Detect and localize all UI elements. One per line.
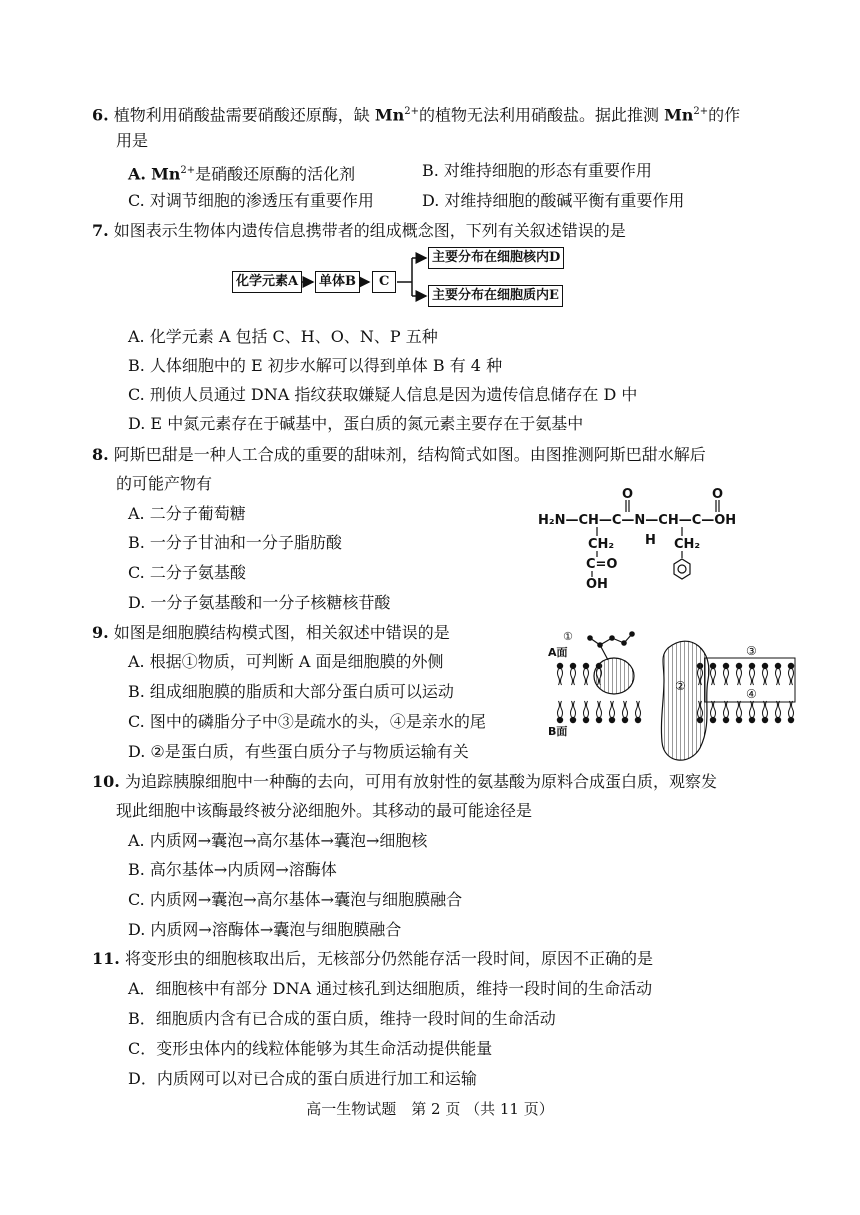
q10-number: 10.	[92, 772, 120, 791]
q10-option-b: B. 高尔基体→内质网→溶酶体	[128, 860, 337, 879]
q9-option-b: B. 组成细胞膜的脂质和大部分蛋白质可以运动	[128, 682, 454, 701]
q6-option-a-text: 是硝酸还原酶的活化剂	[195, 164, 356, 184]
q9-number: 9.	[92, 623, 109, 642]
peripheral-protein	[594, 658, 634, 694]
q6-option-b: B. 对维持细胞的形态有重要作用	[422, 161, 652, 180]
oxygen-top-1: O	[622, 487, 634, 502]
page-footer: 高一生物试题 第 2 页 （共 11 页）	[306, 1100, 554, 1118]
q11-option-a: A．细胞核中有部分 DNA 通过核孔到达细胞质，维持一段时间的生命活动	[128, 979, 653, 998]
q7-option-c: C. 刑侦人员通过 DNA 指纹获取嫌疑人信息是因为遗传信息储存在 D 中	[128, 385, 638, 404]
box-c: C	[372, 271, 396, 293]
q10-stem-line1	[92, 771, 717, 793]
q11-option-d: D．内质网可以对已合成的蛋白质进行加工和运输	[128, 1069, 477, 1088]
q10-stem-line2: 现此细胞中该酶最终被分泌细胞外。其移动的最可能途径是	[116, 801, 533, 820]
q10-option-a: A. 内质网→囊泡→高尔基体→囊泡→细胞核	[128, 831, 428, 850]
q6-option-a-sup: 2+	[180, 165, 196, 176]
q11-stem-text: 将变形虫的细胞核取出后，无核部分仍然能存活一段时间，原因不正确的是	[124, 949, 653, 968]
q6-sup-2: 2+	[693, 106, 709, 117]
q6-text-b: 的植物无法利用硝酸盐。据此推测	[418, 105, 665, 125]
q8-stem-text1: 阿斯巴甜是一种人工合成的重要的甜味剂，结构简式如图。由图推测阿斯巴甜水解后	[113, 445, 706, 464]
side-b-label: B面	[548, 725, 568, 738]
q8-stem-line2: 的可能产物有	[116, 474, 213, 493]
main-chain: H₂N—CH—C—N—CH—C—OH	[538, 513, 737, 528]
q11-number: 11.	[92, 949, 120, 968]
label-4: ④	[746, 687, 757, 701]
q8-option-b: B. 一分子甘油和一分子脂肪酸	[128, 533, 342, 552]
q6-number: 6.	[92, 105, 109, 125]
label-1: ①	[563, 630, 573, 643]
q6-option-a-mn: Mn	[151, 164, 181, 184]
q6-option-c: C. 对调节细胞的渗透压有重要作用	[128, 191, 374, 210]
q11-option-c: C．变形虫体内的线粒体能够为其生命活动提供能量	[128, 1039, 493, 1058]
q11-option-b: B．细胞质内含有已合成的蛋白质，维持一段时间的生命活动	[128, 1009, 556, 1028]
q6-sup-1: 2+	[404, 106, 419, 117]
q8-option-c: C. 二分子氨基酸	[128, 563, 246, 582]
q8-number: 8.	[92, 445, 109, 464]
q6-text-a: 植物利用硝酸盐需要硝酸还原酶，缺	[113, 105, 375, 125]
glycan-chain	[588, 632, 634, 660]
q6-mn-1: Mn	[374, 105, 405, 125]
amide-hydrogen: H	[645, 533, 656, 548]
oxygen-top-2: O	[712, 487, 724, 502]
q6-option-a-letter: A.	[128, 164, 146, 184]
ch2-right: CH₂	[674, 537, 701, 552]
q7-stem-text: 如图表示生物体内遗传信息携带者的组成概念图，下列有关叙述错误的是	[113, 221, 626, 240]
q6-stem-line2: 用是	[116, 131, 149, 150]
box-chemical-element-a: 化学元素A	[232, 271, 302, 293]
q10-option-d: D. 内质网→溶酶体→囊泡与细胞膜融合	[128, 920, 402, 939]
box-monomer-b: 单体B	[315, 271, 360, 293]
q6-option-d: D. 对维持细胞的酸碱平衡有重要作用	[422, 191, 685, 210]
q9-option-c: C. 图中的磷脂分子中③是疏水的头，④是亲水的尾	[128, 712, 486, 731]
q7-number: 7.	[92, 221, 109, 240]
q7-option-b: B. 人体细胞中的 E 初步水解可以得到单体 B 有 4 种	[128, 356, 503, 375]
ch2-left: CH₂	[588, 537, 615, 552]
q9-stem-text: 如图是细胞膜结构模式图，相关叙述中错误的是	[113, 623, 450, 642]
q6-text-c: 的作	[708, 105, 741, 125]
q10-option-c: C. 内质网→囊泡→高尔基体→囊泡与细胞膜融合	[128, 890, 463, 909]
q9-option-d: D. ②是蛋白质，有些蛋白质分子与物质运输有关	[128, 742, 469, 761]
label-2: ②	[675, 679, 686, 693]
box-e-cytoplasm: 主要分布在细胞质内E	[428, 285, 563, 307]
q6-mn-2: Mn	[664, 105, 694, 125]
side-a-label: A面	[548, 646, 568, 659]
box-d-nucleus: 主要分布在细胞核内D	[428, 247, 564, 269]
label-3: ③	[746, 644, 757, 658]
q8-option-a: A. 二分子葡萄糖	[128, 504, 246, 523]
q8-option-d: D. 一分子氨基酸和一分子核糖核苷酸	[128, 593, 391, 612]
q9-option-a: A. 根据①物质，可判断 A 面是细胞膜的外侧	[128, 652, 444, 671]
hydroxyl: OH	[586, 577, 608, 592]
carbonyl: C=O	[586, 557, 618, 572]
q11-stem	[92, 948, 653, 970]
q7-option-d: D. E 中氮元素存在于碱基中，蛋白质的氮元素主要存在于氨基中	[128, 414, 584, 433]
q7-option-a: A. 化学元素 A 包括 C、H、O、N、P 五种	[128, 327, 438, 346]
transmembrane-protein	[661, 641, 708, 760]
q10-stem-text1: 为追踪胰腺细胞中一种酶的去向，可用有放射性的氨基酸为原料合成蛋白质，观察发	[124, 772, 717, 791]
